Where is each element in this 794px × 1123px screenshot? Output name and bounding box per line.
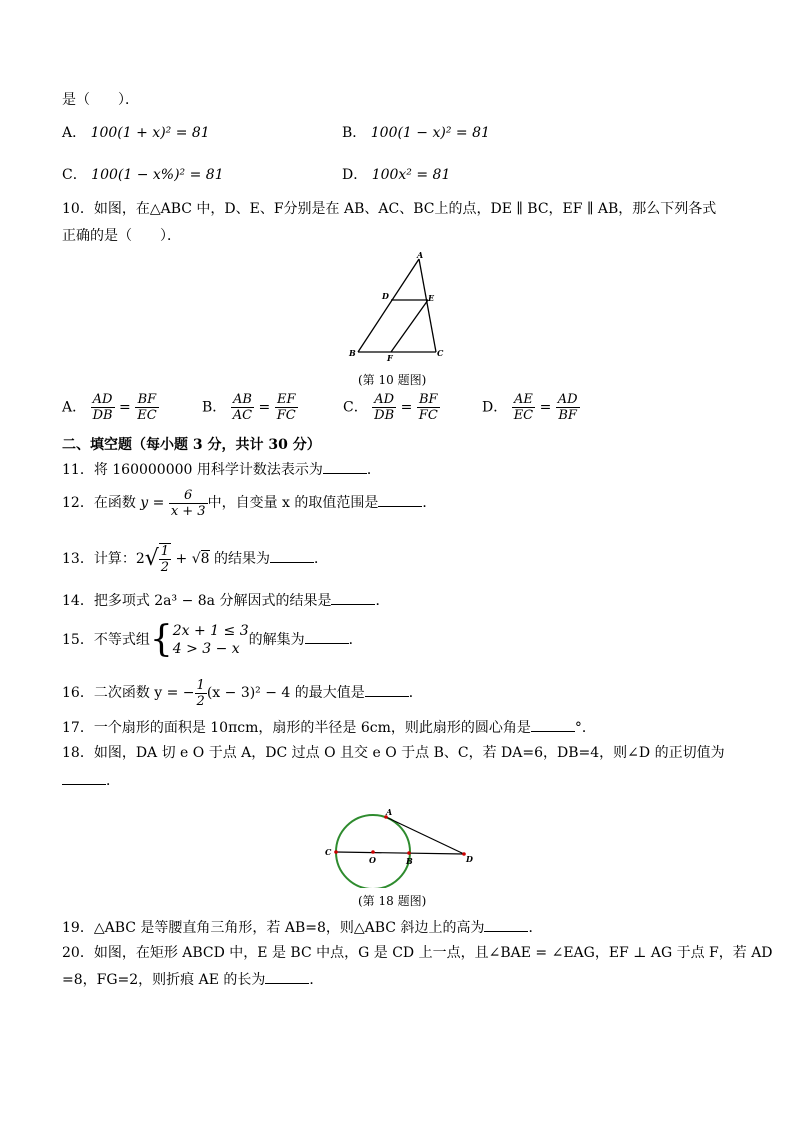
point-c	[334, 850, 338, 854]
answer-blank	[270, 550, 314, 563]
label-a: A	[417, 250, 424, 260]
q17: 17．一个扇形的面积是 10πcm，扇形的半径是 6cm，则此扇形的圆心角是 °．	[62, 720, 596, 736]
q11: 11．将 160000000 用科学计数法表示为 ．	[62, 462, 381, 478]
q10-option-c: C． $\frac{AD}{DB}$ = $\frac{BF}{FC}$	[343, 392, 438, 423]
point-b	[407, 851, 411, 855]
q18-stem-line2: ．	[62, 772, 120, 790]
segment-ef	[391, 300, 428, 352]
q13: 13．计算：2√ $\frac{1}{2}$ + √8 的结果为 ．	[62, 544, 328, 575]
q9-option-d: D． 100x² = 81	[342, 167, 451, 183]
label-b: B	[349, 348, 356, 358]
q10-figure-caption: (第 10 题图)	[358, 373, 427, 387]
q18-stem-line1: 18．如图，DA 切 e O 于点 A，DC 过点 O 且交 e O 于点 B、C，若 DA=6，DB=4，则∠D 的正切值为	[62, 745, 725, 761]
q10-stem-line2: 正确的是（ ）．	[62, 228, 181, 244]
q9-option-a: A． 100(1 + x)² = 81	[62, 125, 210, 141]
q16: 16．二次函数 y = − $\frac{1}{2}$ (x − 3)² − 4 的最大值是 ．	[62, 677, 423, 709]
q12: 12．在函数 y = $\frac{6}{x + 3}$ 中，自变量 x 的取值范围是 ．	[62, 487, 437, 519]
q9-option-c: C． 100(1 − x%)² = 81	[62, 167, 224, 183]
label-d: D	[466, 854, 473, 864]
answer-blank	[265, 971, 309, 984]
q18-figure-caption: (第 18 题图)	[358, 894, 427, 908]
segment-ac	[419, 259, 436, 352]
q10-option-d: D． $\frac{AE}{EC}$ = $\frac{AD}{BF}$	[482, 392, 578, 423]
q18-circle-figure	[318, 806, 480, 888]
q10-option-a: A． $\frac{AD}{DB}$ = $\frac{BF}{EC}$	[62, 392, 157, 423]
q10-triangle-figure	[340, 250, 455, 365]
answer-blank	[323, 461, 367, 474]
label-o: O	[369, 855, 376, 865]
label-e: E	[428, 293, 435, 303]
q14: 14．把多项式 2a³ − 8a 分解因式的结果是 ．	[62, 593, 390, 609]
q9-tail: 是（ ）．	[62, 92, 139, 108]
label-c: C	[325, 847, 332, 857]
q20-stem-line1: 20．如图，在矩形 ABCD 中，E 是 BC 中点，G 是 CD 上一点，且∠BAE = ∠EAG，EF ⊥ AG 于点 F，若 AD	[62, 945, 773, 961]
label-f: F	[387, 353, 393, 363]
label-b: B	[406, 856, 413, 866]
segment-ad	[386, 817, 464, 854]
answer-blank	[484, 919, 528, 932]
q10-stem-line1: 10．如图，在△ABC 中，D、E、F分别是在 AB、AC、BC上的点，DE ∥ BC，EF ∥ AB，那么下列各式	[62, 201, 717, 217]
q15: 15．不等式组{ 2x + 1 ≤ 3 4 > 3 − x 的解集为 ．	[62, 619, 363, 660]
label-a: A	[386, 807, 393, 817]
q9-option-b: B． 100(1 − x)² = 81	[342, 125, 490, 141]
answer-blank	[378, 494, 422, 507]
segment-ab	[358, 259, 419, 352]
answer-blank	[365, 684, 409, 697]
q19: 19．△ABC 是等腰直角三角形，若 AB=8，则△ABC 斜边上的高为 ．	[62, 920, 543, 936]
q20-stem-line2: =8，FG=2，则折痕 AE 的长为 ．	[62, 972, 324, 988]
answer-blank	[62, 772, 106, 785]
label-c: C	[437, 348, 444, 358]
answer-blank	[531, 719, 575, 732]
answer-blank	[331, 592, 375, 605]
answer-blank	[305, 631, 349, 644]
section-2-heading: 二、填空题（每小题 3 分，共计 30 分）	[62, 437, 321, 453]
label-d: D	[382, 291, 389, 301]
segment-cd	[336, 852, 464, 854]
q10-option-b: B． $\frac{AB}{AC}$ = $\frac{EF}{FC}$	[202, 392, 296, 423]
point-o	[371, 850, 375, 854]
